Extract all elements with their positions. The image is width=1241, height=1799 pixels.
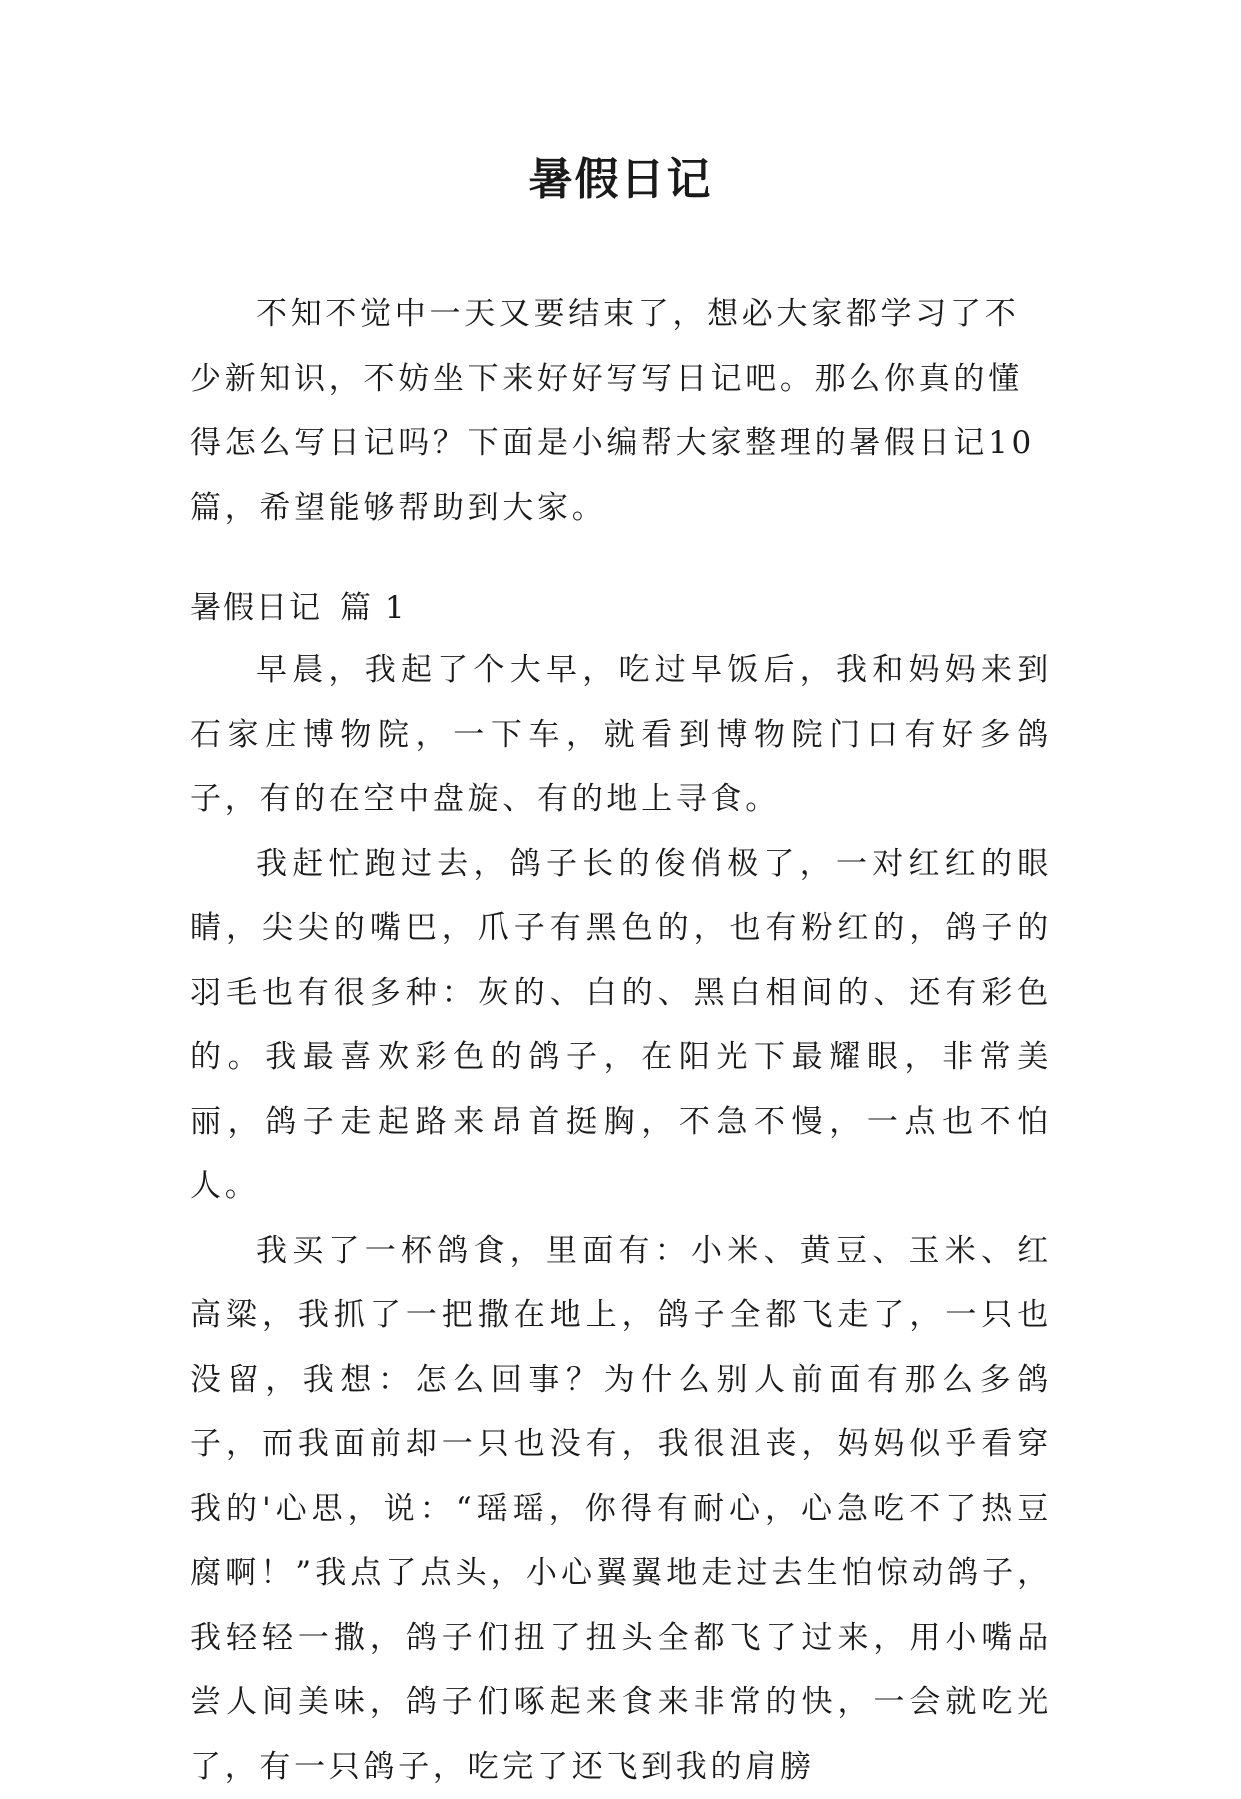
section-part-label: 篇 1: [340, 590, 407, 626]
diary-paragraph-2: 我赶忙跑过去，鸽子长的俊俏极了，一对红红的眼睛，尖尖的嘴巴，爪子有黑色的，也有粉红的，鸽子的羽毛也有很多种：灰的、白的、黑白相间的、还有彩色的。我最喜欢彩色的鸽子，在阳光下最耀眼，非常美丽，鸽子走起路来昂首挺胸，不急不慢，一点也不怕人。: [190, 832, 1052, 1219]
diary-entry: [190, 638, 1052, 1799]
intro-paragraph: 不知不觉中一天又要结束了，想必大家都学习了不少新知识，不妨坐下来好好写写日记吧。那么你真的懂得怎么写日记吗？下面是小编帮大家整理的暑假日记10篇，希望能够帮助到大家。: [190, 282, 1052, 540]
diary-paragraph-1: 早晨，我起了个大早，吃过早饭后，我和妈妈来到石家庄博物院，一下车，就看到博物院门口有好多鸽子，有的在空中盘旋、有的地上寻食。: [190, 638, 1052, 832]
diary-paragraph-3: 我买了一杯鸽食，里面有：小米、黄豆、玉米、红高粱，我抓了一把撒在地上，鸽子全都飞走了，一只也没留，我想：怎么回事？为什么别人前面有那么多鸽子，而我面前却一只也没有，我很沮丧，妈妈似乎看穿我的'心思，说：“瑶瑶，你得有耐心，心急吃不了热豆腐啊！”我点了点头，小心翼翼地走过去生怕惊动鸽子，我轻轻一撒，鸽子们扭了扭头全都飞了过来，用小嘴品尝人间美味，鸽子们啄起来食来非常的快，一会就吃光了，有一只鸽子，吃完了还飞到我的肩膀: [190, 1219, 1052, 1799]
document-title: 暑假日记: [0, 150, 1241, 210]
section-title: 暑假日记: [190, 590, 322, 626]
section-heading: [190, 576, 407, 640]
